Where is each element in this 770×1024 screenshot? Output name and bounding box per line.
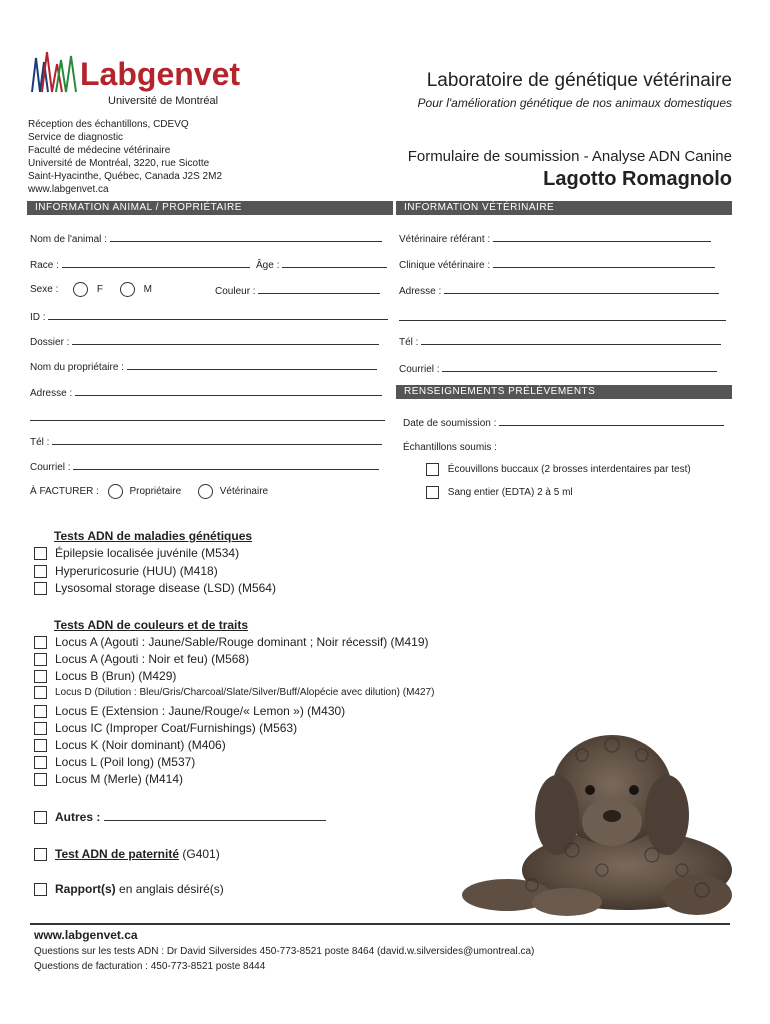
ref-vet-line[interactable] <box>493 232 711 242</box>
test-checkbox[interactable] <box>34 653 47 666</box>
english-report-checkbox[interactable] <box>34 883 47 896</box>
color-tests-heading: Tests ADN de couleurs et de traits <box>54 618 249 632</box>
test-label: Locus B (Brun) (M429) <box>55 669 177 683</box>
lab-subtitle: Pour l'amélioration génétique de nos animaux domestiques <box>417 96 732 110</box>
address-line: Réception des échantillons, CDEVQ <box>28 119 189 130</box>
bill-vet-label: Vétérinaire <box>219 486 269 498</box>
owner-address-label: Adresse : <box>30 388 73 399</box>
address-line: Faculté de médecine vétérinaire <box>28 145 171 156</box>
paternity-code: (G401) <box>182 847 220 861</box>
disease-tests-heading: Tests ADN de maladies génétiques <box>54 529 253 543</box>
footer-divider <box>30 923 730 925</box>
animal-name-line[interactable] <box>110 232 382 242</box>
form-title: Formulaire de soumission - Analyse ADN Canine <box>407 148 732 165</box>
test-row[interactable] <box>34 546 239 560</box>
english-report-row[interactable] <box>34 882 224 896</box>
other-tests-row[interactable] <box>34 810 326 824</box>
section-vet-header: INFORMATION VÉTÉRINAIRE <box>396 201 732 215</box>
owner-name-field[interactable] <box>30 360 377 373</box>
address-line: www.labgenvet.ca <box>28 184 109 195</box>
ref-vet-label: Vétérinaire référant : <box>399 234 491 245</box>
swab-label: Écouvillons buccaux (2 brosses interdentaires par test) <box>447 464 691 476</box>
english-report-text: en anglais désiré(s) <box>119 882 224 896</box>
clinic-line[interactable] <box>493 258 715 268</box>
test-row[interactable] <box>34 635 429 649</box>
test-checkbox[interactable] <box>34 739 47 752</box>
color-label: Couleur : <box>215 286 256 297</box>
test-row[interactable] <box>34 581 276 595</box>
address-line: Service de diagnostic <box>28 132 124 143</box>
ref-vet-field[interactable] <box>399 232 711 245</box>
test-label: Hyperuricosurie (HUU) (M418) <box>55 564 218 578</box>
test-row[interactable] <box>34 669 176 683</box>
vet-email-line[interactable] <box>442 362 717 372</box>
sex-f-label: F <box>96 284 104 296</box>
bill-vet-radio[interactable] <box>198 484 213 499</box>
test-row[interactable] <box>34 755 195 769</box>
owner-name-line[interactable] <box>127 360 377 370</box>
address-line: Université de Montréal, 3220, rue Sicotte <box>28 158 210 169</box>
test-row[interactable] <box>34 652 249 666</box>
bill-owner-radio[interactable] <box>108 484 123 499</box>
test-row[interactable] <box>34 738 226 752</box>
breed-title: Lagotto Romagnolo <box>543 168 732 190</box>
test-label: Locus E (Extension : Jaune/Rouge/« Lemon ») (M430) <box>55 704 346 718</box>
race-line[interactable] <box>62 258 250 268</box>
test-label: Locus L (Poil long) (M537) <box>55 755 196 769</box>
test-label: Locus M (Merle) (M414) <box>55 772 184 786</box>
age-line[interactable] <box>282 258 387 268</box>
submission-date-field[interactable] <box>403 416 724 429</box>
file-line[interactable] <box>72 335 379 345</box>
test-checkbox[interactable] <box>34 773 47 786</box>
paternity-label: Test ADN de paternité <box>55 847 180 861</box>
test-checkbox[interactable] <box>34 636 47 649</box>
vet-address-field[interactable] <box>399 284 719 297</box>
vet-phone-label: Tél : <box>399 337 419 348</box>
section-sampling-header: RENSEIGNEMENTS PRÉLÈVEMENTS <box>396 385 732 399</box>
test-row[interactable] <box>34 704 345 718</box>
vet-address-line-2[interactable] <box>399 320 726 321</box>
sex-f-radio[interactable] <box>73 282 88 297</box>
test-label: Locus A (Agouti : Noir et feu) (M568) <box>55 652 250 666</box>
owner-email-label: Courriel : <box>30 462 71 473</box>
owner-phone-label: Tél : <box>30 437 50 448</box>
vet-phone-line[interactable] <box>421 335 721 345</box>
vet-address-line[interactable] <box>444 284 719 294</box>
paternity-checkbox[interactable] <box>34 848 47 861</box>
owner-email-field[interactable] <box>30 460 379 473</box>
test-checkbox[interactable] <box>34 722 47 735</box>
other-tests-checkbox[interactable] <box>34 811 47 824</box>
billing-field <box>30 484 268 499</box>
lab-title: Laboratoire de génétique vétérinaire <box>426 70 732 91</box>
id-line[interactable] <box>48 310 388 320</box>
other-tests-line[interactable] <box>104 811 326 821</box>
other-tests-label: Autres : <box>55 810 101 824</box>
test-label: Locus K (Noir dominant) (M406) <box>55 738 226 752</box>
id-field[interactable] <box>30 310 388 323</box>
blood-checkbox[interactable] <box>426 486 439 499</box>
address-line: Saint-Hyacinthe, Québec, Canada J2S 2M2 <box>28 171 222 182</box>
sex-field <box>30 282 152 297</box>
footer-website[interactable]: www.labgenvet.ca <box>34 928 138 942</box>
submission-date-label: Date de soumission : <box>403 418 497 429</box>
english-report-label: Rapport(s) <box>55 882 116 896</box>
bill-owner-label: Propriétaire <box>129 486 182 498</box>
test-label: Épilepsie localisée juvénile (M534) <box>55 546 240 560</box>
swab-checkbox[interactable] <box>426 463 439 476</box>
lab-address <box>28 118 222 196</box>
billing-label: À FACTURER : <box>30 486 99 498</box>
age-label: Âge : <box>256 260 280 271</box>
test-checkbox[interactable] <box>34 565 47 578</box>
test-checkbox[interactable] <box>34 756 47 769</box>
lagotto-dog-image <box>462 720 737 920</box>
vet-email-label: Courriel : <box>399 364 440 375</box>
owner-phone-line[interactable] <box>52 435 382 445</box>
clinic-field[interactable] <box>399 258 715 271</box>
file-field[interactable] <box>30 335 379 348</box>
test-label: Lysosomal storage disease (LSD) (M564) <box>55 581 276 595</box>
vet-address-label: Adresse : <box>399 286 442 297</box>
logo-subtitle: Université de Montréal <box>108 95 219 107</box>
test-checkbox[interactable] <box>34 547 47 560</box>
owner-address-line[interactable] <box>75 386 382 396</box>
sex-label: Sexe : <box>30 284 59 296</box>
owner-address-line-2[interactable] <box>30 420 385 421</box>
logo-text: Labgenvet <box>80 56 241 92</box>
test-checkbox[interactable] <box>34 582 47 595</box>
test-label: Locus D (Dilution : Bleu/Gris/Charcoal/Slate/Silver/Buff/Alopécie avec dilution) (M427) <box>55 687 435 699</box>
footer-billing-contact: Questions de facturation : 450-773-8521 poste 8444 <box>34 961 266 972</box>
dna-waves-icon <box>30 48 80 94</box>
swab-option[interactable] <box>426 463 691 476</box>
samples-label: Échantillons soumis : <box>403 442 497 453</box>
owner-name-label: Nom du propriétaire : <box>30 362 124 373</box>
test-row[interactable] <box>34 772 183 786</box>
clinic-label: Clinique vétérinaire : <box>399 260 491 271</box>
blood-option[interactable] <box>426 486 573 499</box>
age-field[interactable] <box>256 258 387 271</box>
test-row[interactable] <box>34 686 434 699</box>
owner-email-line[interactable] <box>73 460 379 470</box>
submission-date-line[interactable] <box>499 416 724 426</box>
test-row[interactable] <box>34 721 297 735</box>
test-checkbox[interactable] <box>34 686 47 699</box>
animal-name-label: Nom de l'animal : <box>30 234 107 245</box>
test-row[interactable] <box>34 564 218 578</box>
paternity-row[interactable] <box>34 847 220 861</box>
race-field[interactable] <box>30 258 250 271</box>
vet-phone-field[interactable] <box>399 335 721 348</box>
test-label: Locus A (Agouti : Jaune/Sable/Rouge dominant ; Noir récessif) (M419) <box>55 635 429 649</box>
vet-email-field[interactable] <box>399 362 717 375</box>
color-field[interactable] <box>215 284 380 297</box>
test-checkbox[interactable] <box>34 670 47 683</box>
sex-m-radio[interactable] <box>120 282 135 297</box>
blood-label: Sang entier (EDTA) 2 à 5 ml <box>447 487 573 499</box>
section-animal-header: INFORMATION ANIMAL / PROPRIÉTAIRE <box>27 201 393 215</box>
color-line[interactable] <box>258 284 380 294</box>
owner-address-field[interactable] <box>30 386 382 399</box>
sex-m-label: M <box>143 284 152 296</box>
animal-name-field[interactable] <box>30 232 382 245</box>
owner-phone-field[interactable] <box>30 435 382 448</box>
id-label: ID : <box>30 312 46 323</box>
footer-tests-contact: Questions sur les tests ADN : Dr David Silversides 450-773-8521 poste 8464 (david.w.silversides@umontreal.ca) <box>34 946 535 957</box>
test-label: Locus IC (Improper Coat/Furnishings) (M563) <box>55 721 298 735</box>
file-label: Dossier : <box>30 337 70 348</box>
logo <box>30 48 245 110</box>
test-checkbox[interactable] <box>34 705 47 718</box>
race-label: Race : <box>30 260 59 271</box>
